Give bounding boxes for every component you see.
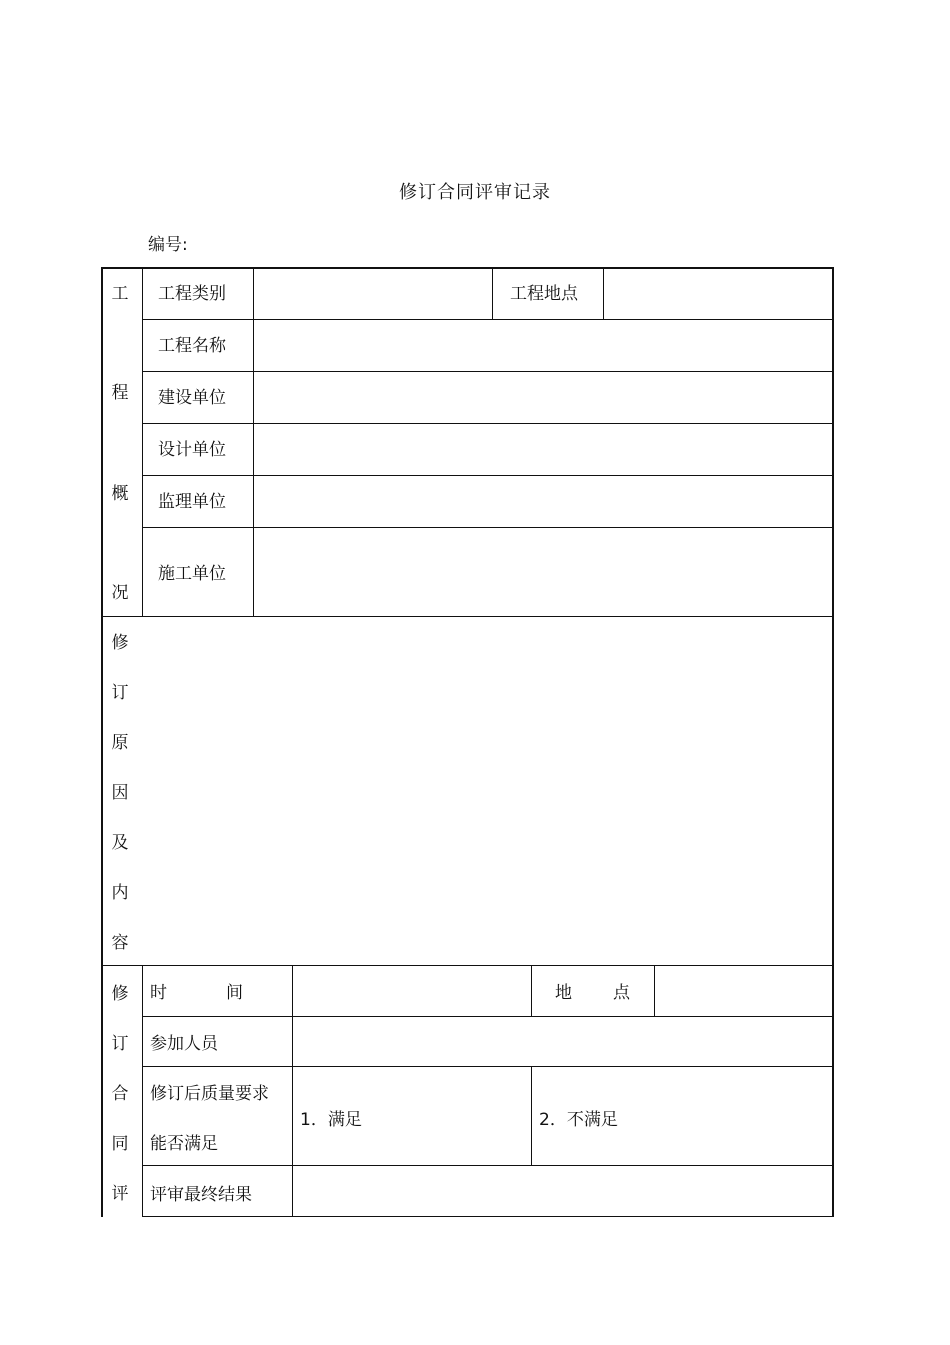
- supervisor-unit-field[interactable]: [254, 476, 831, 526]
- side-char: 容: [111, 933, 129, 953]
- place-label-char: 地: [555, 983, 572, 1003]
- builder-unit-field[interactable]: [254, 372, 831, 422]
- time-label-char: 间: [226, 983, 243, 1003]
- side-char: 概: [111, 484, 129, 504]
- final-result-field[interactable]: [293, 1166, 831, 1215]
- side-char: 工: [111, 284, 129, 304]
- review-time-field[interactable]: [293, 966, 530, 1015]
- column-divider: [492, 268, 493, 320]
- side-char: 因: [111, 783, 129, 803]
- designer-unit-label: 设计单位: [158, 440, 226, 460]
- side-char: 原: [111, 733, 129, 753]
- column-divider: [142, 965, 143, 1217]
- column-divider: [531, 1066, 532, 1166]
- project-location-field[interactable]: [604, 269, 831, 319]
- project-name-field[interactable]: [254, 320, 831, 370]
- side-char: 程: [111, 383, 129, 403]
- quality-requirement-label-line2: 能否满足: [150, 1134, 218, 1154]
- revision-reason-field[interactable]: [143, 617, 831, 964]
- project-name-label: 工程名称: [158, 336, 226, 356]
- supervisor-unit-label: 监理单位: [158, 492, 226, 512]
- column-divider: [531, 965, 532, 1017]
- side-char: 修: [111, 633, 129, 653]
- designer-unit-field[interactable]: [254, 424, 831, 474]
- final-result-label: 评审最终结果: [150, 1185, 252, 1205]
- page-title: 修订合同评审记录: [399, 182, 551, 203]
- column-divider: [142, 268, 143, 617]
- side-char: 合: [111, 1084, 129, 1104]
- side-char: 评: [111, 1184, 129, 1204]
- side-char: 况: [111, 583, 129, 603]
- time-label-char: 时: [150, 983, 167, 1003]
- side-char: 及: [111, 833, 129, 853]
- side-char: 订: [111, 683, 129, 703]
- table-bottom-line: [142, 1216, 833, 1217]
- contractor-unit-label: 施工单位: [158, 564, 226, 584]
- row-divider: [142, 1066, 833, 1067]
- project-category-label: 工程类别: [158, 284, 226, 304]
- side-char: 订: [111, 1034, 129, 1054]
- table-right-border: [832, 267, 834, 1217]
- option-satisfied[interactable]: 1．满足: [300, 1110, 362, 1130]
- option-not-satisfied[interactable]: 2．不满足: [539, 1110, 618, 1130]
- participants-label: 参加人员: [150, 1034, 218, 1054]
- serial-number-label: 编号:: [148, 235, 188, 255]
- quality-requirement-label-line1: 修订后质量要求: [150, 1084, 269, 1104]
- builder-unit-label: 建设单位: [158, 388, 226, 408]
- participants-field[interactable]: [293, 1017, 831, 1065]
- side-char: 修: [111, 984, 129, 1004]
- project-location-label: 工程地点: [510, 284, 578, 304]
- project-category-field[interactable]: [254, 269, 491, 319]
- side-char: 内: [111, 883, 129, 903]
- contractor-unit-field[interactable]: [254, 528, 831, 615]
- review-place-field[interactable]: [655, 966, 831, 1015]
- side-char: 同: [111, 1134, 129, 1154]
- place-label-char: 点: [613, 983, 630, 1003]
